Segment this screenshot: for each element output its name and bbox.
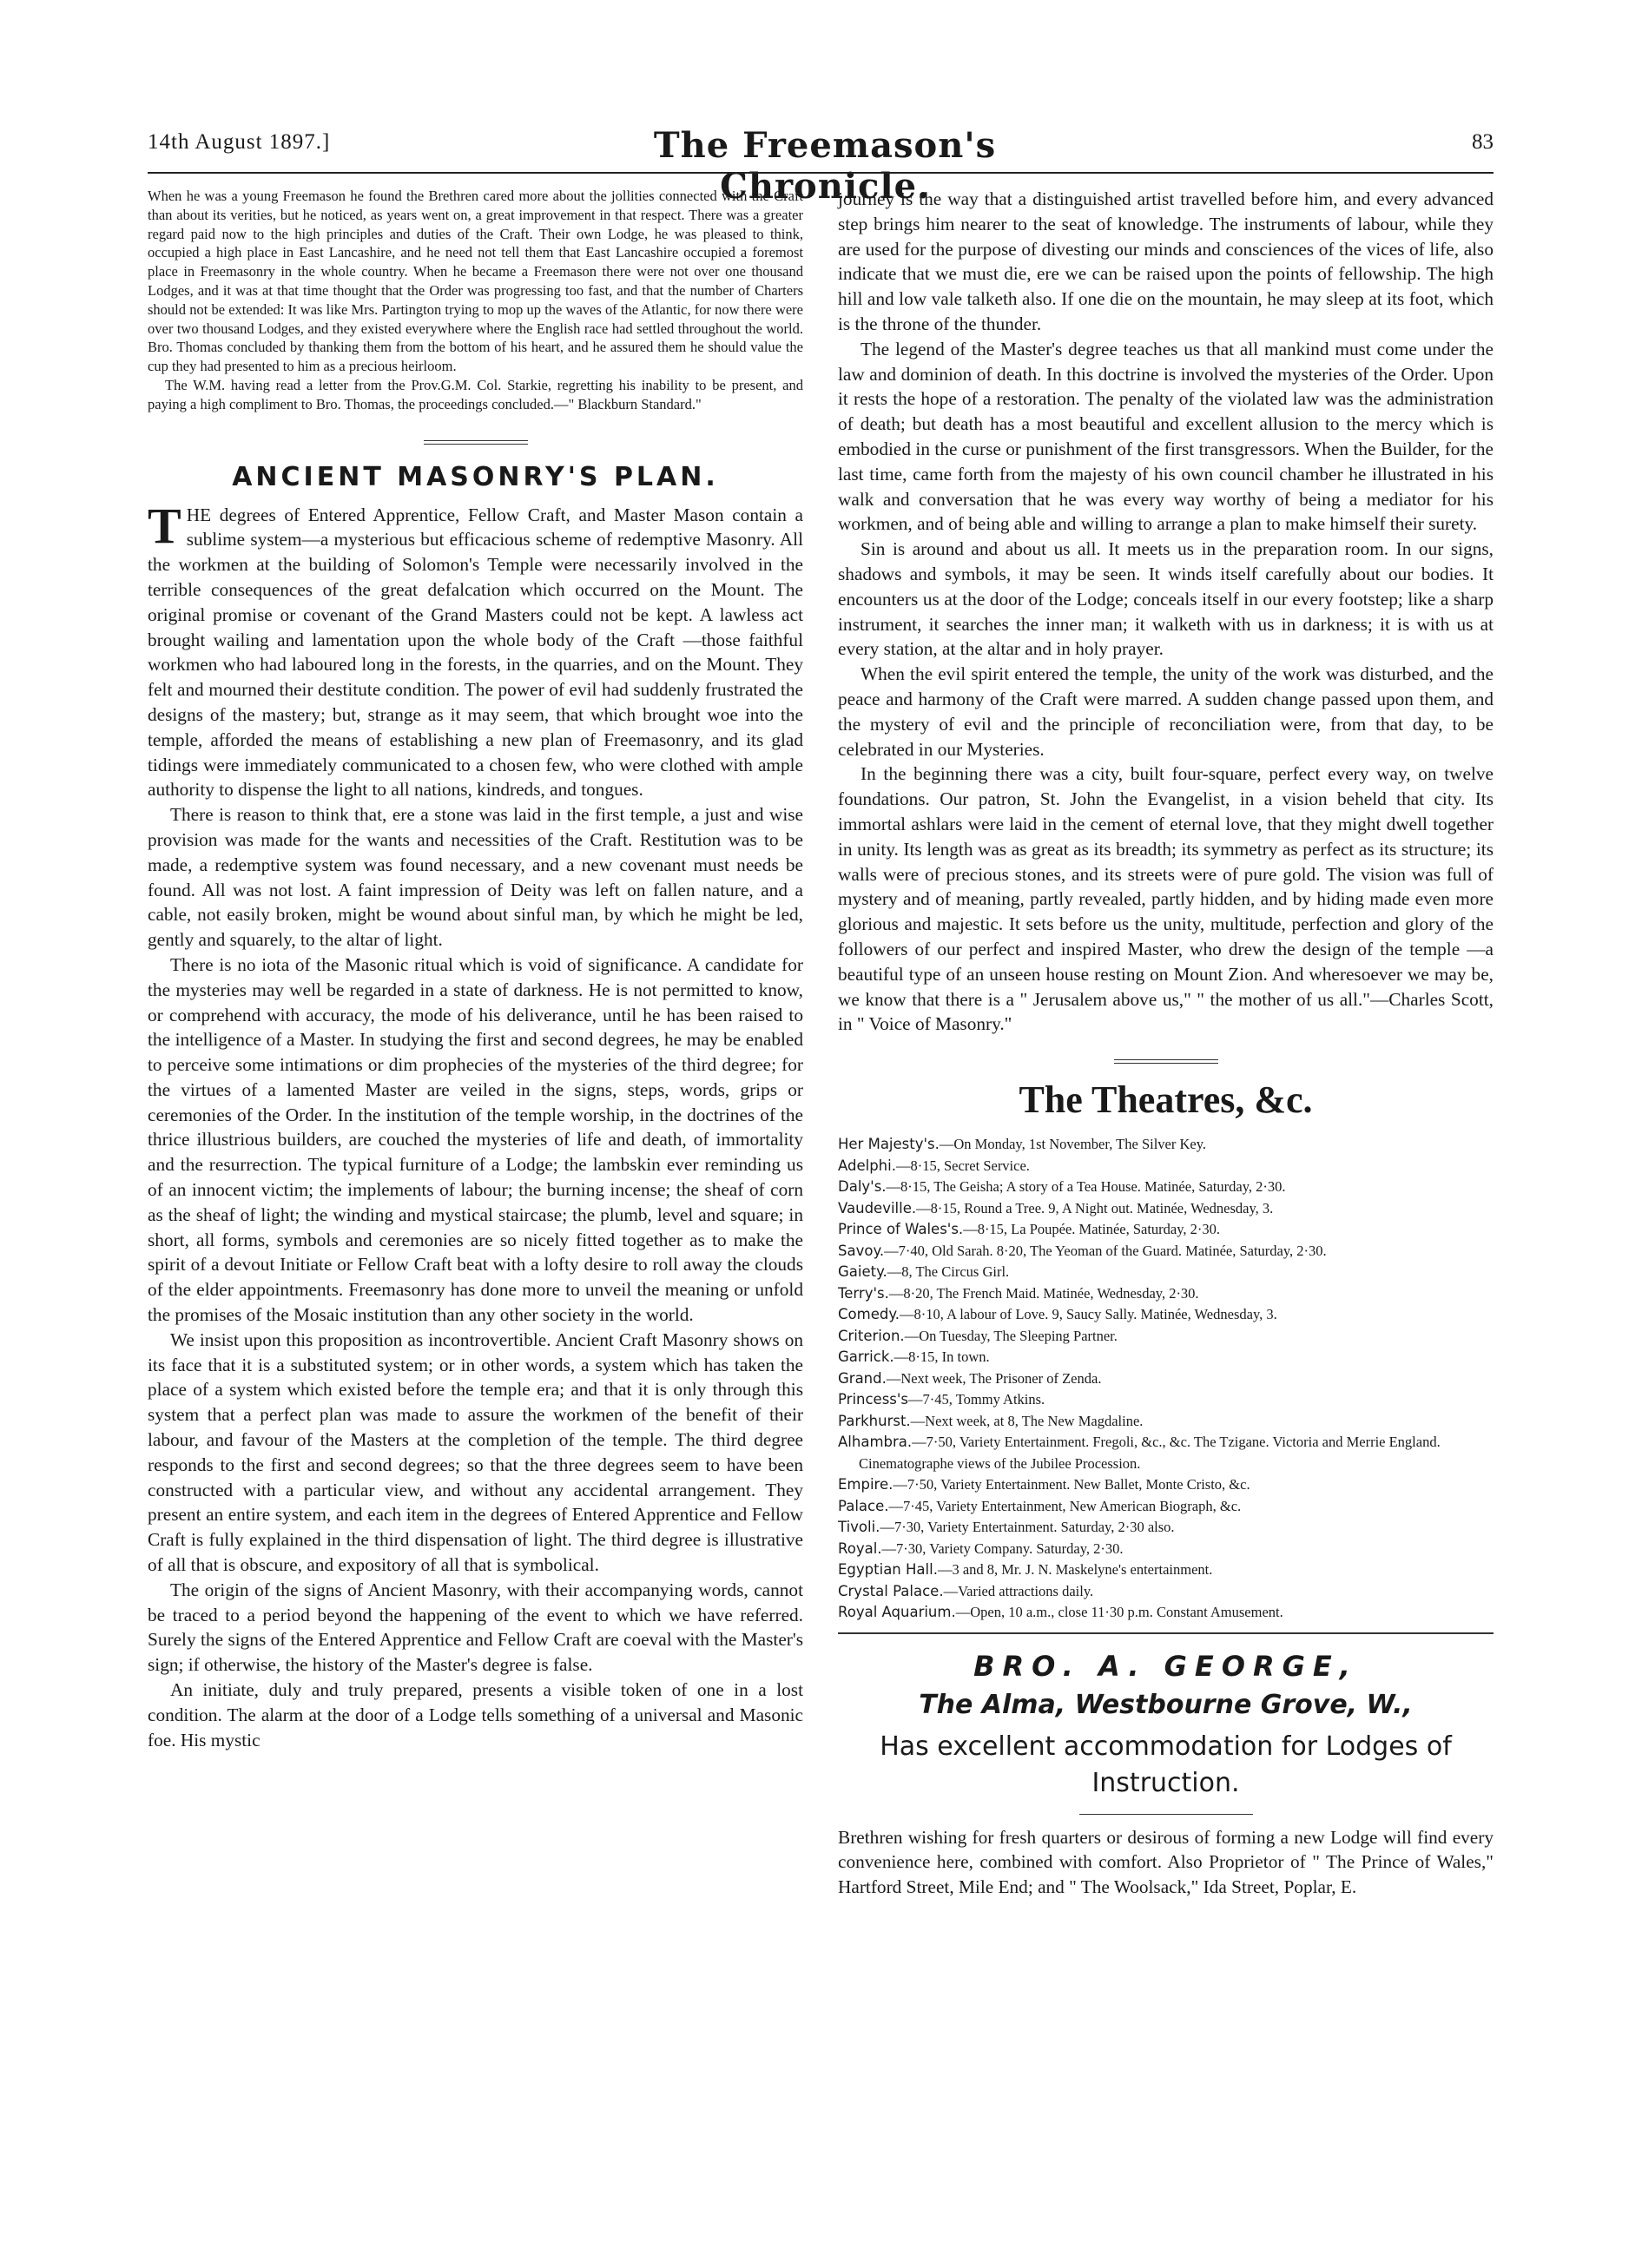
report-paragraph: The W.M. having read a letter from the Prov.G.M. Col. Starkie, regretting his inability to be present, and paying a high compliment to Bro. Thomas, the proceedings concluded.—" Blackburn Standard." — [148, 376, 803, 412]
theatre-details: —8·15, The Geisha; A story of a Tea House. Matinée, Saturday, 2·30. — [886, 1178, 1286, 1196]
advert-paragraph: Brethren wishing for fresh quarters or desirous of forming a new Lodge will find every convenience here, combined with comfort. Also Proprietor of " The Prince of Wales," Hartford Street, Mile End; and " The Woolsack," Ida Street, Poplar, E. — [838, 1826, 1494, 1898]
theatre-listing — [838, 1539, 1494, 1560]
theatre-listing — [838, 1559, 1494, 1581]
theatre-details: —8·15, Round a Tree. 9, A Night out. Matinée, Wednesday, 3. — [916, 1199, 1274, 1216]
theatre-details: —8·15, La Poupée. Matinée, Saturday, 2·30. — [963, 1221, 1221, 1238]
theatre-listing — [838, 1581, 1494, 1603]
theatre-listing — [838, 1411, 1494, 1433]
theatre-name: Crystal Palace. — [838, 1582, 944, 1599]
report-paragraph: When he was a young Freemason he found the Brethren cared more about the jollities connected with the Craft than about its verities, but he noticed, as years went on, a great improvement in that respect. There was a greater regard paid now to the high principles and duties of the Craft. Their own Lodge, he was pleased to think, occupied a high place in East Lancashire, and he need not tell them that East Lancashire occupied a foremost place in Freemasonry in the whole country. When he became a Freemason there were not over one thousand Lodges, and it was at that time thought that the Order was progressing too fast, and that the number of Charters should not be extended: It was like Mrs. Partington trying to mop up the waves of the Atlantic, for now there were over two thousand Lodges, and they existed everywhere where the English race had settled throughout the world. Bro. Thomas concluded by thanking them from the bottom of his heart, and he assured them he should value the cup they had presented to him as a precious heirloom. — [148, 188, 803, 375]
section-divider — [1114, 1059, 1218, 1064]
article-paragraph: Sin is around and about us all. It meets us in the preparation room. In our signs, shadows and symbols, it may be seen. It winds itself carefully about our bodies. It encounters us at the door of the Lodge; conceals itself in our every footstep; like a sharp instrument, it searches the inner man; it walketh with us in darkness; it is with us at every station, at the altar and in holy prayer. — [838, 538, 1494, 660]
advert-venue: The Alma, Westbourne Grove, W., — [919, 1689, 1413, 1720]
advert-rule — [838, 1632, 1494, 1634]
theatre-name: Adelphi. — [838, 1157, 896, 1174]
theatre-name: Terry's. — [838, 1284, 889, 1302]
theatre-name: Comedy. — [838, 1306, 900, 1323]
article-paragraph: There is no iota of the Masonic ritual which is void of significance. A candidate for the mysteries may well be regarded in a state of darkness. He is not permitted to know, or comprehend with accuracy, the mode of his deliverance, until he has been raised to the intelligence of a Master. In studying the first and second degrees, he may be enabled to perceive some intimations or dim prophecies of the mysteries of the third degree; for the virtues of a lamented Master are veiled in the signs, steps, words, grips or ceremonies of the Order. In the institution of the temple worship, in the doctrines of the thrice illustrious builders, are couched the mysteries of life and death, of immortality and the resurrection. The typical furniture of a Lodge; the lambskin ever reminding us of an innocent victim; the implements of labour; the burning incense; the sheaf of corn as the sheaf of light; the winding and mystical staircase; the plumb, level and square; in short, all forms, symbols and ceremonies are so nicely fitted together as to make the spirit of a devout Initiate or Fellow Craft beat with a lofty desire to roll away the clouds of the elder appointments. Freemasonry has done more to unveil the meaning or unfold the promises of the Mosaic institution than any other society in the world. — [148, 953, 803, 1326]
theatre-name: Royal Aquarium. — [838, 1604, 956, 1621]
article-paragraph — [148, 497, 803, 803]
theatre-details: —7·40, Old Sarah. 8·20, The Yeoman of the Guard. Matinée, Saturday, 2·30. — [884, 1242, 1327, 1259]
right-column — [838, 187, 1494, 1900]
theatre-name: Vaudeville. — [838, 1199, 917, 1216]
left-column — [148, 187, 803, 1752]
theatre-details: —7·45, Variety Entertainment, New American Biograph, &c. — [888, 1497, 1242, 1514]
theatre-details: —7·50, Variety Entertainment. Fregoli, &c., &c. The Tzigane. Victoria and Merrie England. Cinematographe views of the Jubilee Procession. — [859, 1434, 1441, 1472]
article-first-paragraph-text: HE degrees of Entered Apprentice, Fellow Craft, and Master Mason contain a sublime system—a mysterious but efficacious scheme of redemptive Masonry. All the workmen at the building of Solomon's Temple were necessarily involved in the terrible consequences of the great defalcation which occurred on the Mount. The original promise or covenant of the Grand Masters could not be kept. A lawless act brought wailing and lamentation upon the whole body of the Craft —those faithful workmen who had laboured long in the forests, in the quarries, and on the Mount. They felt and mourned their destitute condition. The power of evil had suddenly frustrated the designs of the mastery; but, strange as it may seem, that which brought woe into the temple, afforded the means of establishing a new plan of Freemasonry, and its glad tidings were immediately communicated to a chosen few, who were clothed with ample authority to dispense the light to all nations, kindreds, and tongues. — [148, 504, 803, 801]
theatre-name: Prince of Wales's. — [838, 1221, 964, 1238]
theatre-name: Egyptian Hall. — [838, 1561, 938, 1579]
theatre-name: Alhambra. — [838, 1434, 913, 1451]
drop-cap: T — [148, 497, 181, 554]
theatre-details: —On Monday, 1st November, The Silver Key. — [939, 1136, 1207, 1153]
theatre-name: Garrick. — [838, 1348, 894, 1366]
theatres-heading: The Theatres, &c. — [1019, 1078, 1313, 1122]
theatre-name: Princess's — [838, 1391, 909, 1408]
theatre-listing — [838, 1602, 1494, 1624]
theatre-details: —7·30, Variety Entertainment. Saturday, 2·30 also. — [880, 1519, 1175, 1536]
advert-body — [838, 1825, 1494, 1900]
article-paragraph: The legend of the Master's degree teaches us that all mankind must come under the law and dominion of death. In this doctrine is involved the mysteries of the Order. Upon it rests the hope of a restoration. The penalty of the violated law was the administration of death; but death has a most beautiful and excellent allusion to the mercy which is embodied in the curse or punishment of the first transgressors. When the Builder, for the last time, came forth from the majesty of his own council chamber he illustrated in his walk and conversation that he was every way worthy of being a mediator for his workmen, and of being able and willing to arrange a plan to make himself their surety. — [838, 338, 1494, 535]
theatre-listing — [838, 1304, 1494, 1326]
theatre-listing — [838, 1326, 1494, 1348]
header-rule — [148, 172, 1494, 174]
theatre-details: —7·50, Variety Entertainment. New Ballet, Monte Cristo, &c. — [893, 1476, 1250, 1493]
theatre-details: —8·15, Secret Service. — [895, 1157, 1030, 1174]
article-paragraph: An initiate, duly and truly prepared, presents a visible token of one in a lost condition. The alarm at the door of a Lodge tells something of a universal and Masonic foe. His mystic — [148, 1679, 803, 1750]
article-body — [148, 497, 803, 1753]
theatre-name: Palace. — [838, 1497, 889, 1514]
theatre-details: —8·10, A labour of Love. 9, Saucy Sally. Matinée, Wednesday, 3. — [899, 1306, 1277, 1323]
publication-title: The Freemason's Chronicle. — [653, 125, 997, 207]
theatre-name: Tivoli. — [838, 1519, 880, 1536]
issue-date: 14th August 1897.] — [148, 130, 331, 154]
theatre-listing — [838, 1389, 1494, 1411]
theatre-details: —8·15, In town. — [894, 1348, 990, 1366]
article-paragraph: The origin of the signs of Ancient Masonry, with their accompanying words, cannot be traced to a period beyond the happening of the event to which we have referred. Surely the signs of the Entered Apprentice and Fellow Craft are coeval with the Master's sign; if otherwise, the history of the Master's degree is false. — [148, 1579, 803, 1676]
theatre-listing — [838, 1432, 1494, 1474]
theatre-details: —Next week, The Prisoner of Zenda. — [886, 1369, 1102, 1387]
theatre-listing — [838, 1283, 1494, 1305]
theatre-listing — [838, 1177, 1494, 1198]
advert-proprietor: BRO. A. GEORGE, — [973, 1649, 1358, 1683]
theatre-name: Royal. — [838, 1539, 882, 1557]
article-continuation — [838, 187, 1494, 1037]
theatre-details: —Varied attractions daily. — [943, 1582, 1094, 1599]
theatre-name: Daly's. — [838, 1178, 887, 1196]
article-paragraph: There is reason to think that, ere a stone was laid in the first temple, a just and wise provision was made for the wants and necessities of the Craft. Restitution was to be made, a redemptive system was found necessary, and a new covenant must needs be found. All was not lost. A faint impression of Deity was left on fallen nature, and a cable, not easily broken, might be wound about sinful man, by which he might be led, gently and squarely, to the altar of light. — [148, 804, 803, 951]
theatre-listing — [838, 1474, 1494, 1496]
theatre-name: Gaiety. — [838, 1263, 887, 1281]
theatre-listing — [838, 1219, 1494, 1241]
theatre-details: —Next week, at 8, The New Magdaline. — [910, 1412, 1144, 1429]
theatre-name: Parkhurst. — [838, 1412, 911, 1429]
theatre-name: Grand. — [838, 1369, 887, 1387]
theatre-details: —Open, 10 a.m., close 11·30 p.m. Constant Amusement. — [955, 1604, 1283, 1621]
theatre-name: Empire. — [838, 1476, 894, 1493]
theatre-listing — [838, 1262, 1494, 1283]
theatre-details: —7·45, Tommy Atkins. — [908, 1391, 1045, 1408]
theatre-name: Her Majesty's. — [838, 1136, 940, 1153]
page-header — [148, 125, 1494, 207]
theatre-listing — [838, 1517, 1494, 1539]
page-number: 83 — [1472, 130, 1494, 154]
theatre-listing — [838, 1134, 1494, 1156]
article-paragraph: In the beginning there was a city, built four-square, perfect every way, on twelve foundations. Our patron, St. John the Evangelist, in a vision beheld that city. Its immortal ashlars were laid in the cement of eternal love, that they might dwell together in unity. Its length was as great as its breadth; its symmetry as perfect as its structure; its walls were of precious stones, and its streets were of pure gold. The vision was full of mystery and of meaning, partly revealed, partly hidden, and by hiding made even more glorious and majestic. It sets before us the unity, multitude, perfection and glory of the followers of our perfect and inspired Master, who drew the design of the temple —a beautiful type of an unseen house resting on Mount Zion. And wheresoever we may be, we know that there is a " Jerusalem above us," " the mother of us all."—Charles Scott, in " Voice of Masonry." — [838, 763, 1494, 1035]
theatre-details: —8, The Circus Girl. — [887, 1263, 1010, 1281]
advert-headline: Has excellent accommodation for Lodges of Instruction. — [880, 1731, 1452, 1798]
article-paragraph: We insist upon this proposition as incontrovertible. Ancient Craft Masonry shows on its face that it is a substituted system; or in other words, a system which has taken the place of a system which existed before the temple era; and that it is only through this system that a perfect plan was made to assure the workmen of the benefit of their labour, and favour of the Masters at the completion of the temple. The third degree responds to the first and second degrees; so that the three degrees seem to have been constructed with a particular view, and without any accidental arrangement. They present an entire system, and each item in the degrees of Entered Apprentice and Fellow Craft is fully explained in the third dispensation of light. The third degree is illustrative of all that is obscure, and expository of all that is symbolical. — [148, 1328, 803, 1576]
section-divider — [424, 440, 528, 445]
article-paragraph: When the evil spirit entered the temple, the unity of the work was disturbed, and the peace and harmony of the Craft were marred. A sudden change passed upon them, and the mystery of evil and the principle of reconciliation were, from that day, to be celebrated in our Mysteries. — [838, 663, 1494, 760]
theatre-details: —3 and 8, Mr. J. N. Maskelyne's entertainment. — [937, 1561, 1213, 1579]
theatre-listing — [838, 1198, 1494, 1220]
article-title: ANCIENT MASONRY'S PLAN. — [232, 461, 719, 492]
report-continuation — [148, 187, 803, 414]
theatre-listing — [838, 1496, 1494, 1518]
theatre-listing — [838, 1347, 1494, 1368]
theatre-details: —7·30, Variety Company. Saturday, 2·30. — [881, 1539, 1124, 1557]
theatre-name: Criterion. — [838, 1327, 905, 1344]
theatre-details: —On Tuesday, The Sleeping Partner. — [904, 1327, 1118, 1344]
theatre-listing — [838, 1156, 1494, 1177]
theatre-listing — [838, 1368, 1494, 1390]
theatres-list — [838, 1134, 1494, 1624]
theatre-details: —8·20, The French Maid. Matinée, Wednesday, 2·30. — [888, 1284, 1199, 1302]
theatre-name: Savoy. — [838, 1242, 885, 1259]
theatre-listing — [838, 1241, 1494, 1263]
article-paragraph: journey is the way that a distinguished artist travelled before him, and every advanced step brings him nearer to the seat of knowledge. The instruments of labour, while they are used for the purpose of divesting our minds and consciences of the vices of life, also indicate that we must die, ere we can be raised upon the points of fellowship. The high hill and low vale talketh also. If one die on the mountain, he may sleep at its foot, which is the throne of the thunder. — [838, 188, 1494, 334]
